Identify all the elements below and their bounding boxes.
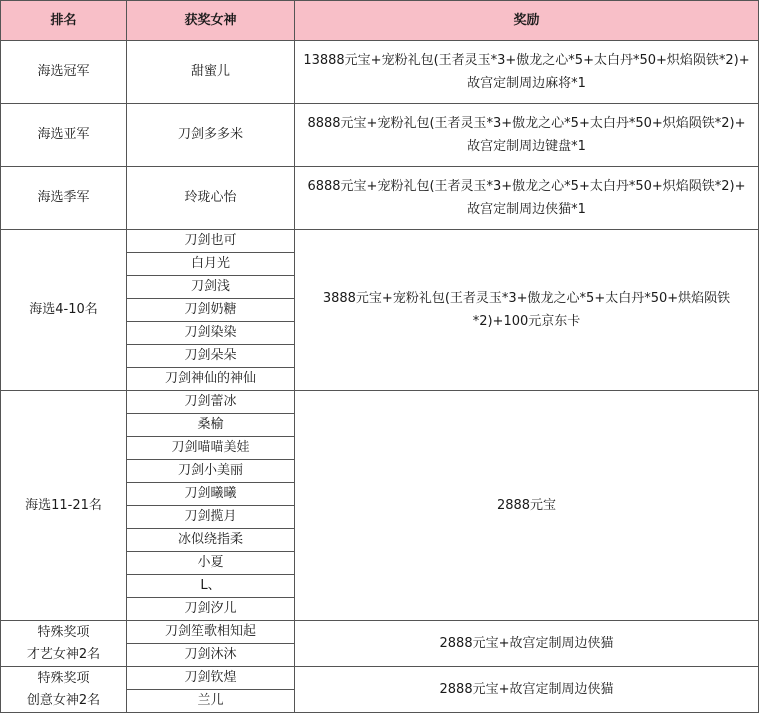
reward-cell: 2888元宝+故宫定制周边侠猫 (295, 621, 759, 667)
table-row (1, 391, 759, 414)
rank-cell: 海选季军 (1, 167, 127, 230)
rank-cell: 特殊奖项 才艺女神2名 (1, 621, 127, 667)
winner-cell: 白月光 (127, 253, 295, 276)
rank-cell: 特殊奖项 创意女神2名 (1, 667, 127, 713)
winner-cell: 兰儿 (127, 690, 295, 713)
reward-cell: 8888元宝+宠粉礼包(王者灵玉*3+傲龙之心*5+太白丹*50+炽焰陨铁*2)+ 故宫定制周边键盘*1 (295, 104, 759, 167)
winner-cell: 刀剑多多米 (127, 104, 295, 167)
winner-cell: 刀剑沐沐 (127, 644, 295, 667)
header-rank: 排名 (1, 1, 127, 41)
winner-cell: 刀剑揽月 (127, 506, 295, 529)
winner-cell: 冰似绕指柔 (127, 529, 295, 552)
winner-cell: 刀剑朵朵 (127, 345, 295, 368)
table-row (1, 621, 759, 644)
winner-cell: 刀剑奶糖 (127, 299, 295, 322)
winner-cell: 刀剑蕾冰 (127, 391, 295, 414)
reward-cell: 2888元宝 (295, 391, 759, 621)
winner-cell: 刀剑喵喵美娃 (127, 437, 295, 460)
winner-cell: 刀剑笙歌相知起 (127, 621, 295, 644)
winner-cell: 刀剑钦煌 (127, 667, 295, 690)
rank-cell: 海选亚军 (1, 104, 127, 167)
winner-cell: L、 (127, 575, 295, 598)
reward-cell: 2888元宝+故宫定制周边侠猫 (295, 667, 759, 713)
winner-cell: 刀剑染染 (127, 322, 295, 345)
winner-cell: 刀剑小美丽 (127, 460, 295, 483)
winner-cell: 刀剑浅 (127, 276, 295, 299)
winner-cell: 刀剑曦曦 (127, 483, 295, 506)
table-row (1, 104, 759, 167)
winner-cell: 刀剑神仙的神仙 (127, 368, 295, 391)
table-row (1, 41, 759, 104)
reward-cell: 3888元宝+宠粉礼包(王者灵玉*3+傲龙之心*5+太白丹*50+烘焰陨铁 *2)+100元京东卡 (295, 230, 759, 391)
winner-cell: 桑榆 (127, 414, 295, 437)
header-winner: 获奖女神 (127, 1, 295, 41)
winner-cell: 刀剑也可 (127, 230, 295, 253)
header-row (1, 1, 759, 41)
header-reward: 奖励 (295, 1, 759, 41)
table-row (1, 230, 759, 253)
table-row (1, 667, 759, 690)
rank-cell: 海选11-21名 (1, 391, 127, 621)
reward-cell: 6888元宝+宠粉礼包(王者灵玉*3+傲龙之心*5+太白丹*50+炽焰陨铁*2)+ 故宫定制周边侠猫*1 (295, 167, 759, 230)
table-row (1, 167, 759, 230)
winner-cell: 小夏 (127, 552, 295, 575)
winner-cell: 刀剑汐儿 (127, 598, 295, 621)
reward-cell: 13888元宝+宠粉礼包(王者灵玉*3+傲龙之心*5+太白丹*50+炽焰陨铁*2)+ 故宫定制周边麻将*1 (295, 41, 759, 104)
winner-cell: 甜蜜儿 (127, 41, 295, 104)
rank-cell: 海选冠军 (1, 41, 127, 104)
rank-cell: 海选4-10名 (1, 230, 127, 391)
winner-cell: 玲珑心怡 (127, 167, 295, 230)
